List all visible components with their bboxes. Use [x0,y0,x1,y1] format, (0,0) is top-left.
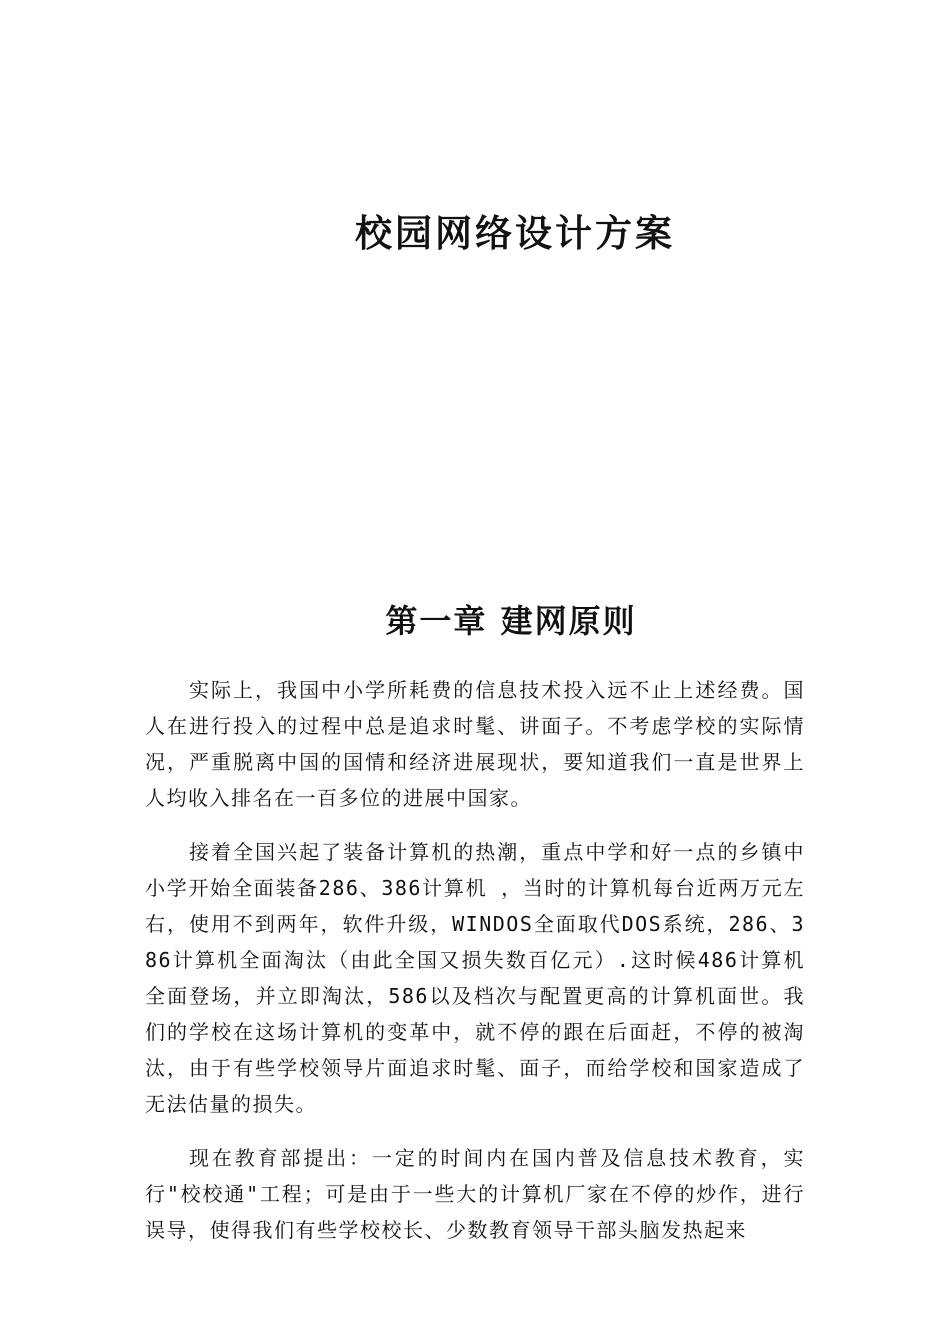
paragraph: 接着全国兴起了装备计算机的热潮，重点中学和好一点的乡镇中小学开始全面装备286、386计算机 ，当时的计算机每台近两万元左右，使用不到两年，软件升级，WINDOS全面取代DOS系统，286、386计算机全面淘汰（由此全国又损失数百亿元）.这时候486计算机全面登场，并立即淘汰，586以及档次与配置更高的计算机面世。我们的学校在这场计算机的变革中，就不停的跟在后面赶，不停的被淘汰，由于有些学校领导片面追求时髦、面子，而给学校和国家造成了无法估量的损失。 [145,840,805,1116]
document-title: 校园网络设计方案 [355,211,675,255]
paragraph: 现在教育部提出：一定的时间内在国内普及信息技术教育，实行"校校通"工程；可是由于一些大的计算机厂家在不停的炒作，进行误导，使得我们有些学校校长、少数教育领导干部头脑发热起来 [145,1146,805,1242]
body-text [145,672,805,1266]
paragraph: 实际上，我国中小学所耗费的信息技术投入远不止上述经费。国人在进行投入的过程中总是追求时髦、讲面子。不考虑学校的实际情况，严重脱离中国的国情和经济进展现状，要知道我们一直是世界上人均收入排名在一百多位的进展中国家。 [145,678,805,810]
chapter-heading: 第一章 建网原则 [385,602,637,640]
